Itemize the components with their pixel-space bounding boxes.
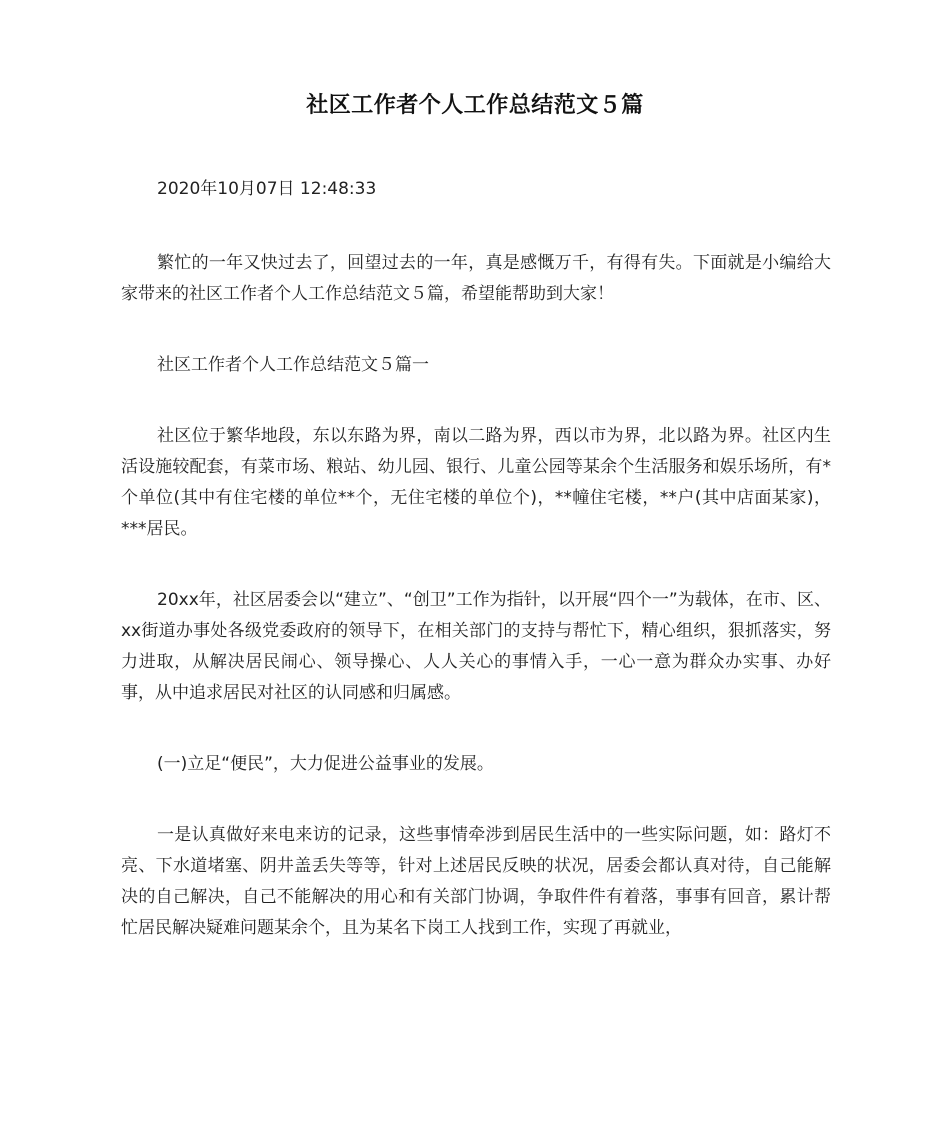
paragraph-intro: 繁忙的一年又快过去了，回望过去的一年，真是感慨万千，有得有失。下面就是小编给大家带来的社区工作者个人工作总结范文５篇，希望能帮助到大家！ xyxy=(121,253,831,304)
document-body xyxy=(121,174,831,944)
section-heading: 社区工作者个人工作总结范文５篇一 xyxy=(157,355,429,375)
paragraph-community-overview: 社区位于繁华地段，东以东路为界，南以二路为界，西以市为界，北以路为界。社区内生活设施较配套，有菜市场、粮站、幼儿园、银行、儿童公园等某余个生活服务和娱乐场所，有*个单位(其中有住宅楼的单位**个，无住宅楼的单位个)，**幢住宅楼，**户(其中店面某家)，***居民。 xyxy=(121,426,831,539)
paragraph-annual-work: 20xx年，社区居委会以“建立”、“创卫”工作为指针，以开展“四个一”为载体，在市、区、xx街道办事处各级党委政府的领导下，在相关部门的支持与帮忙下，精心组织，狠抓落实，努力进取，从解决居民闹心、领导操心、人人关心的事情入手，一心一意为群众办实事、办好事，从中追求居民对社区的认同感和归属感。 xyxy=(121,590,831,703)
subsection-heading: (一)立足“便民”，大力促进公益事业的发展。 xyxy=(157,754,494,774)
paragraph-visits-record: 一是认真做好来电来访的记录，这些事情牵涉到居民生活中的一些实际问题，如：路灯不亮、下水道堵塞、阴井盖丢失等等，针对上述居民反映的状况，居委会都认真对待，自己能解决的自己解决，自己不能解决的用心和有关部门协调，争取件件有着落，事事有回音，累计帮忙居民解决疑难问题某余个，且为某名下岗工人找到工作，实现了再就业， xyxy=(121,825,831,938)
document-title: 社区工作者个人工作总结范文５篇 xyxy=(306,93,644,118)
document-date: 2020年10月07日 12:48:33 xyxy=(157,179,377,199)
